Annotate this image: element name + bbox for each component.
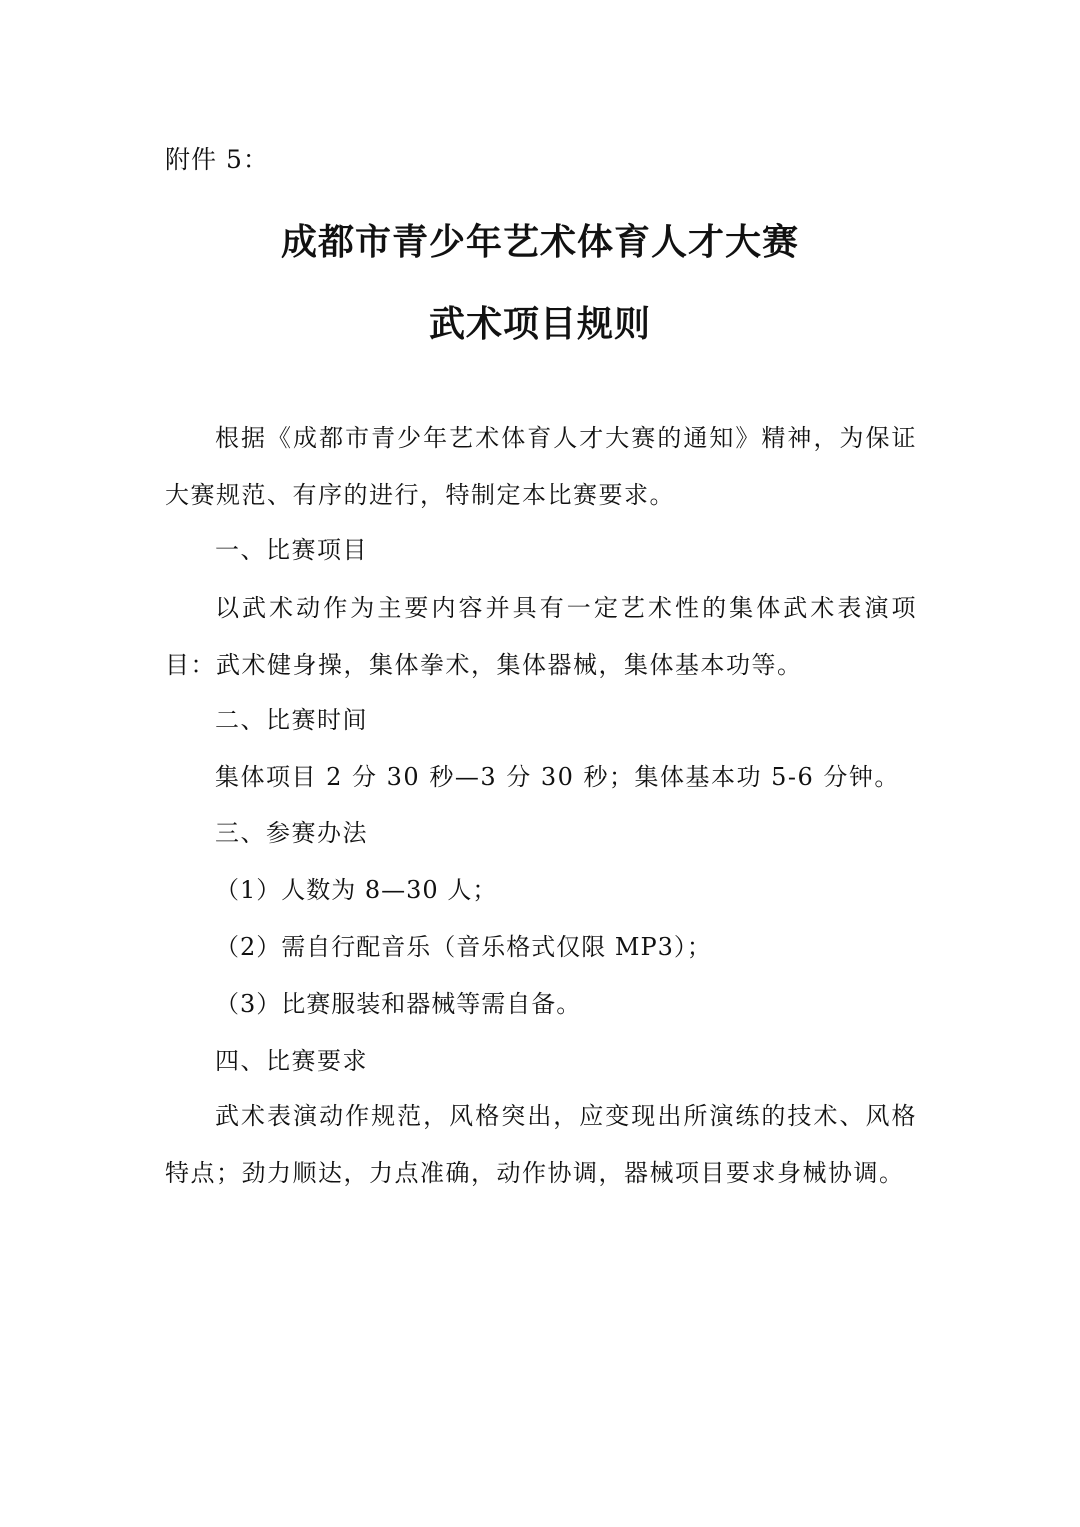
participation-item: （1）人数为 8—30 人； — [215, 876, 498, 904]
participation-item: （2）需自行配音乐（音乐格式仅限 MP3）； — [215, 933, 712, 961]
section-body-requirements: 武术表演动作规范，风格突出，应变现出所演练的技术、风格特点；劲力顺达，力点准确，动作协调，器械项目要求身械协调。 — [165, 1102, 917, 1187]
section-body-items: 以武术动作为主要内容并具有一定艺术性的集体武术表演项目：武术健身操，集体拳术，集体器械，集体基本功等。 — [165, 594, 917, 679]
section-heading-requirements: 四、比赛要求 — [215, 1047, 368, 1075]
section-heading-items: 一、比赛项目 — [215, 536, 368, 564]
document-title-line-2: 武术项目规则 — [428, 304, 651, 345]
participation-item: （3）比赛服装和器械等需自备。 — [215, 990, 582, 1018]
attachment-label: 附件 5： — [165, 145, 269, 174]
section-body-time: 集体项目 2 分 30 秒—3 分 30 秒；集体基本功 5-6 分钟。 — [215, 763, 900, 791]
section-heading-time: 二、比赛时间 — [215, 706, 368, 734]
intro-paragraph: 根据《成都市青少年艺术体育人才大赛的通知》精神，为保证大赛规范、有序的进行，特制定本比赛要求。 — [165, 424, 917, 509]
document-title-line-1: 成都市青少年艺术体育人才大赛 — [280, 222, 799, 263]
section-heading-participation: 三、参赛办法 — [215, 819, 368, 847]
